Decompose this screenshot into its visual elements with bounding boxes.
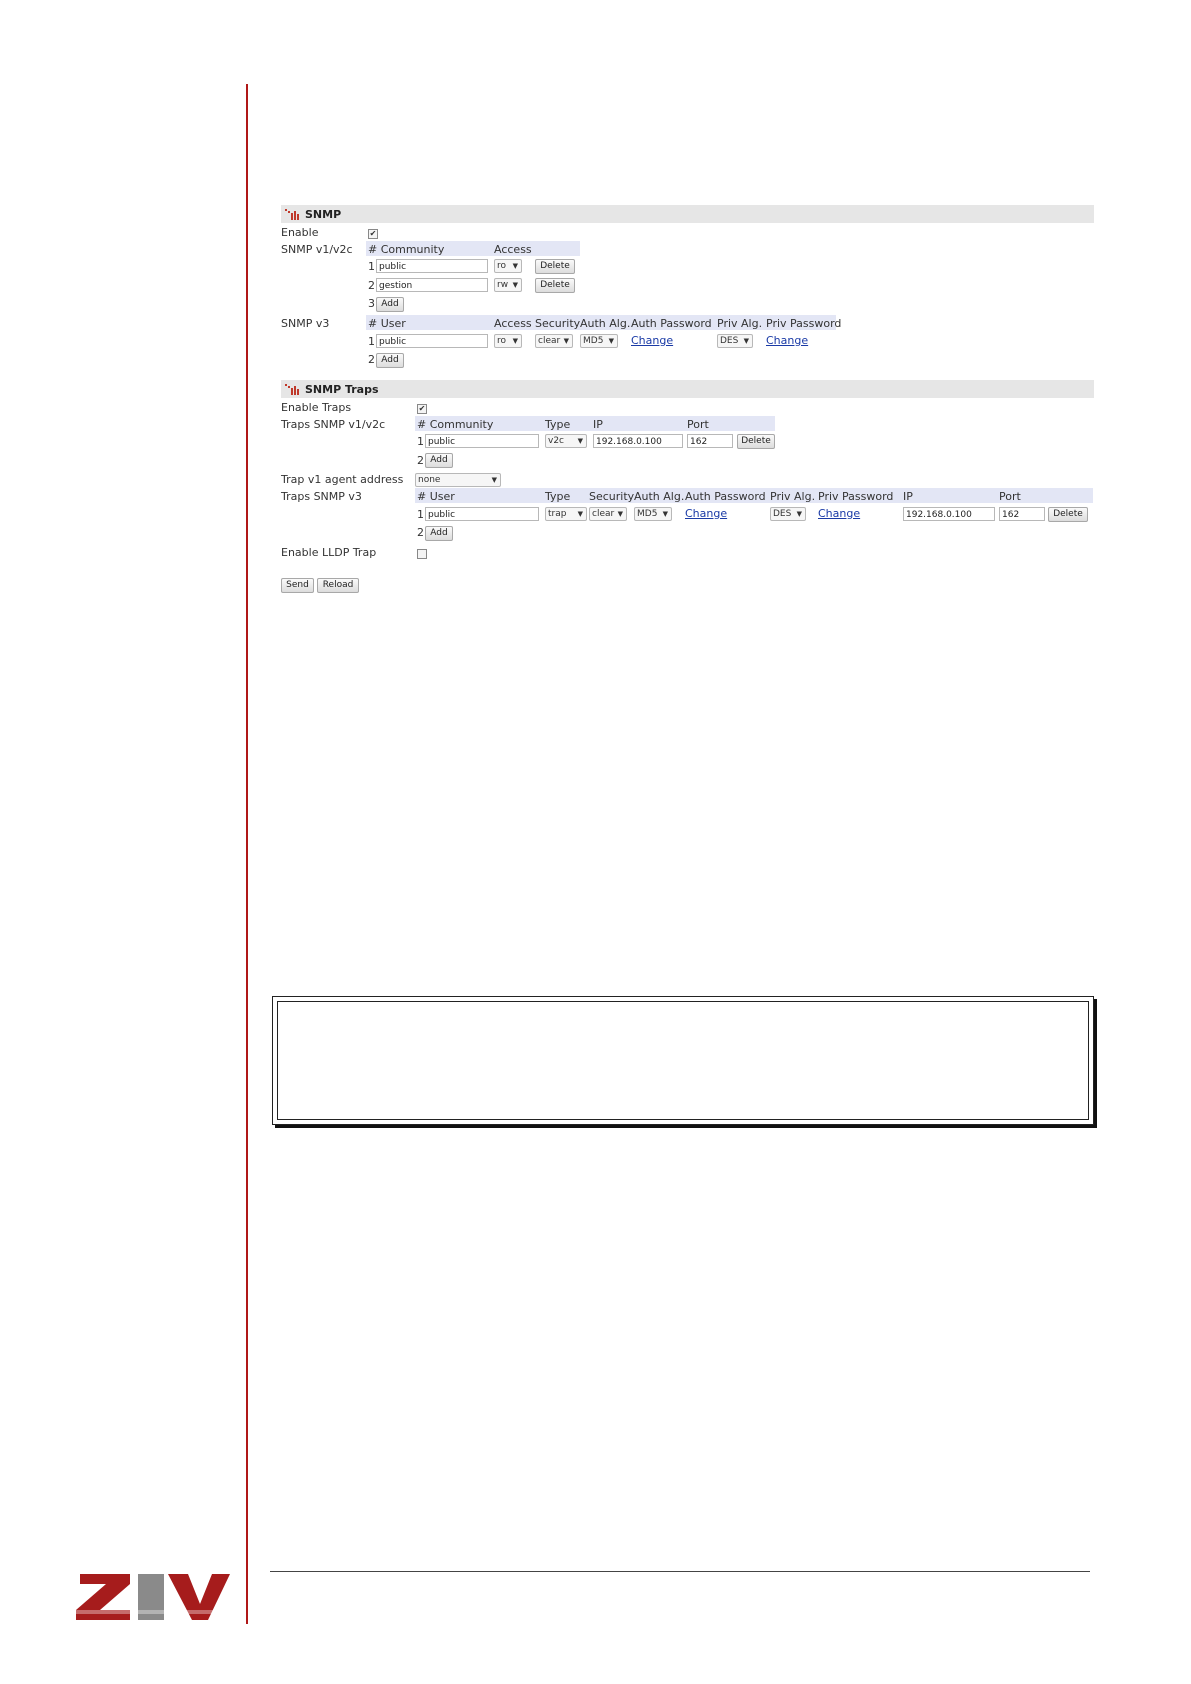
snmp-config-screenshot — [281, 205, 1094, 595]
traps-section-title: SNMP Traps — [305, 382, 379, 396]
snmp-traps-section — [281, 380, 1094, 595]
security-select[interactable]: clear ▼ — [589, 507, 627, 521]
priv-password-change-link[interactable]: Change — [818, 507, 861, 520]
col-access: Access — [494, 243, 532, 256]
snmp-section — [281, 205, 1094, 380]
traps-enable-label: Enable Traps — [281, 401, 352, 414]
delete-button[interactable]: Delete — [535, 278, 575, 293]
col-community: # Community — [417, 418, 494, 431]
traps-section-header — [281, 380, 1094, 398]
access-select[interactable]: ro ▼ — [494, 259, 522, 273]
delete-button[interactable]: Delete — [737, 434, 775, 449]
col-port: Port — [999, 490, 1021, 503]
row-number: 1 — [368, 260, 375, 273]
auth-alg-select[interactable]: MD5 ▼ — [580, 334, 618, 348]
trap-type-select[interactable]: v2c ▼ — [545, 434, 587, 448]
community-input[interactable]: gestion — [376, 278, 488, 292]
col-priv-alg: Priv Alg. — [717, 317, 763, 330]
col-type: Type — [545, 490, 571, 503]
priv-password-change-link[interactable]: Change — [766, 334, 809, 347]
signal-bars-icon — [285, 208, 299, 220]
col-priv-password: Priv Password — [818, 490, 894, 503]
ziv-logo — [76, 1570, 230, 1624]
trap-port-input[interactable]: 162 — [999, 507, 1045, 521]
trap-agent-address-select[interactable]: none ▼ — [415, 473, 501, 487]
col-type: Type — [545, 418, 571, 431]
add-community-button[interactable]: Add — [376, 297, 404, 312]
lldp-trap-checkbox[interactable] — [417, 549, 427, 559]
col-priv-password: Priv Password — [766, 317, 842, 330]
col-ip: IP — [903, 490, 913, 503]
snmp-section-header — [281, 205, 1094, 223]
row-number: 1 — [417, 508, 424, 521]
col-ip: IP — [593, 418, 603, 431]
priv-alg-select[interactable]: DES ▼ — [717, 334, 753, 348]
auth-password-change-link[interactable]: Change — [685, 507, 728, 520]
row-number: 3 — [368, 297, 375, 310]
col-user: # User — [417, 490, 455, 503]
trap-ip-input[interactable]: 192.168.0.100 — [593, 434, 683, 448]
col-auth-password: Auth Password — [631, 317, 712, 330]
col-security: Security — [535, 317, 581, 330]
trap-ip-input[interactable]: 192.168.0.100 — [903, 507, 995, 521]
page-margin-rule — [246, 84, 248, 1624]
col-auth-alg: Auth Alg. — [634, 490, 685, 503]
col-auth-alg: Auth Alg. — [580, 317, 631, 330]
col-community: # Community — [368, 243, 445, 256]
row-number: 1 — [368, 335, 375, 348]
traps-v3-label: Traps SNMP v3 — [281, 490, 362, 503]
add-user-button[interactable]: Add — [376, 353, 404, 368]
user-input[interactable]: public — [376, 334, 488, 348]
send-button[interactable]: Send — [281, 578, 314, 593]
snmp-enable-label: Enable — [281, 226, 319, 239]
delete-button[interactable]: Delete — [535, 259, 575, 274]
trap-user-input[interactable]: public — [425, 507, 539, 521]
snmp-section-title: SNMP — [305, 207, 342, 221]
security-select[interactable]: clear ▼ — [535, 334, 573, 348]
row-number: 1 — [417, 435, 424, 448]
lldp-trap-label: Enable LLDP Trap — [281, 546, 377, 559]
col-access: Access — [494, 317, 532, 330]
community-input[interactable]: public — [376, 259, 488, 273]
footer-rule — [270, 1571, 1090, 1572]
snmp-v3-label: SNMP v3 — [281, 317, 330, 330]
col-user: # User — [368, 317, 406, 330]
col-auth-password: Auth Password — [685, 490, 766, 503]
trap-community-input[interactable]: public — [425, 434, 539, 448]
auth-alg-select[interactable]: MD5 ▼ — [634, 507, 672, 521]
reload-button[interactable]: Reload — [317, 578, 359, 593]
col-priv-alg: Priv Alg. — [770, 490, 816, 503]
row-number: 2 — [417, 454, 424, 467]
trap-agent-address-label: Trap v1 agent address — [281, 473, 404, 486]
row-number: 2 — [368, 353, 375, 366]
priv-alg-select[interactable]: DES ▼ — [770, 507, 806, 521]
snmp-v1v2c-label: SNMP v1/v2c — [281, 243, 353, 256]
traps-enable-checkbox[interactable]: ✔ — [418, 404, 426, 413]
col-security: Security — [589, 490, 635, 503]
add-trap-community-button[interactable]: Add — [425, 453, 453, 468]
row-number: 2 — [368, 279, 375, 292]
note-box — [272, 996, 1094, 1125]
row-number: 2 — [417, 526, 424, 539]
signal-bars-icon — [285, 383, 299, 395]
delete-button[interactable]: Delete — [1048, 507, 1088, 522]
access-select[interactable]: ro ▼ — [494, 334, 522, 348]
traps-v1v2c-label: Traps SNMP v1/v2c — [281, 418, 386, 431]
snmp-enable-checkbox[interactable]: ✔ — [369, 229, 377, 238]
auth-password-change-link[interactable]: Change — [631, 334, 674, 347]
trap-type-select[interactable]: trap ▼ — [545, 507, 587, 521]
col-port: Port — [687, 418, 709, 431]
trap-port-input[interactable]: 162 — [687, 434, 733, 448]
add-trap-user-button[interactable]: Add — [425, 526, 453, 541]
access-select[interactable]: rw ▼ — [494, 278, 522, 292]
